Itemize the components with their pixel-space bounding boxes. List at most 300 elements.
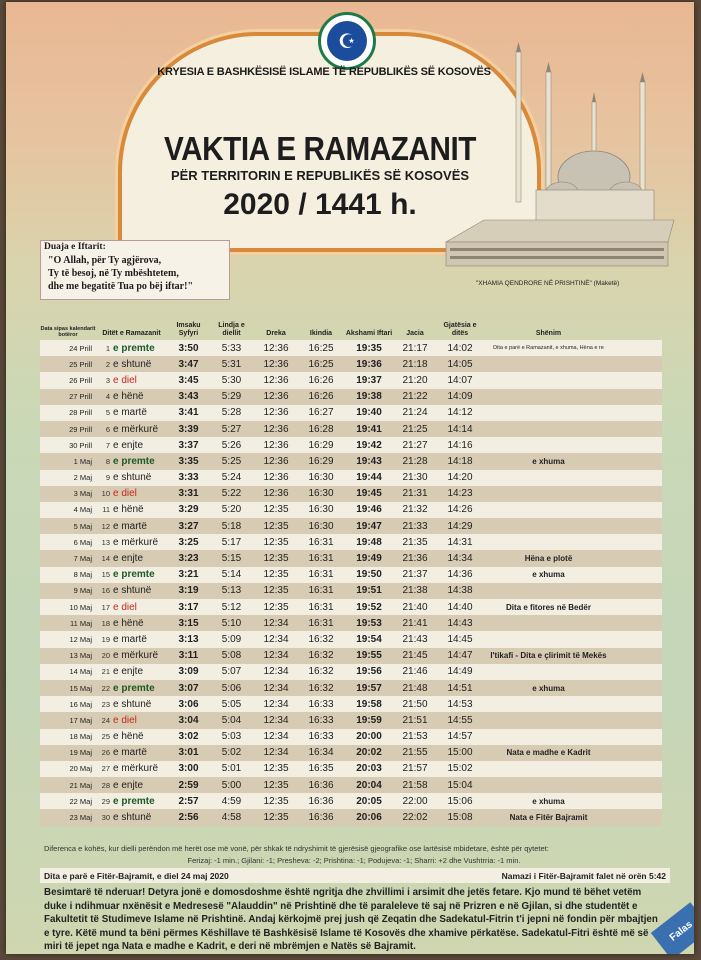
cell-date: 5 Maj bbox=[73, 521, 92, 531]
cell-weekday: e mërkurë bbox=[113, 423, 159, 435]
cell-sunrise: 5:22 bbox=[221, 488, 242, 500]
cell-sunrise: 5:15 bbox=[221, 553, 242, 565]
cell-day bbox=[96, 602, 167, 613]
cell-iftar: 19:55 bbox=[356, 650, 382, 662]
cell-imsak: 3:17 bbox=[178, 601, 199, 613]
cell-day bbox=[96, 569, 167, 580]
table-row bbox=[40, 372, 662, 388]
table-row bbox=[40, 696, 662, 712]
cell-ramadan-day-number: 19 bbox=[101, 634, 110, 644]
cell-ramadan-day-number: 20 bbox=[101, 651, 110, 661]
cell-day bbox=[96, 666, 167, 677]
page-title: VAKTIA E RAMAZANIT bbox=[164, 130, 476, 167]
cell-ramadan-day-number: 17 bbox=[101, 602, 110, 612]
cell-imsak: 3:11 bbox=[178, 650, 199, 662]
cell-jacia: 21:25 bbox=[402, 423, 428, 435]
cell-weekday: e diel bbox=[113, 488, 137, 500]
cell-dreka: 12:34 bbox=[263, 682, 289, 694]
cell-ramadan-day-number: 10 bbox=[101, 489, 110, 499]
cell-imsak: 3:50 bbox=[178, 342, 199, 354]
cell-date: 28 Prill bbox=[69, 408, 92, 418]
cell-ikindia: 16:36 bbox=[308, 812, 334, 824]
table-row bbox=[40, 777, 662, 793]
cell-imsak: 3:06 bbox=[178, 698, 199, 710]
cell-dreka: 12:36 bbox=[263, 342, 289, 354]
cell-day-length: 14:45 bbox=[447, 633, 473, 645]
cell-ikindia: 16:36 bbox=[308, 795, 334, 807]
cell-sunrise: 4:58 bbox=[221, 812, 242, 824]
cell-day bbox=[96, 585, 167, 596]
cell-weekday: e diel bbox=[113, 374, 137, 386]
cell-weekday: e premte bbox=[113, 342, 155, 354]
cell-ikindia: 16:26 bbox=[308, 391, 334, 403]
table-row bbox=[40, 664, 662, 680]
cell-imsak: 3:39 bbox=[178, 423, 199, 435]
cell-date: 4 Maj bbox=[73, 505, 92, 515]
mosque-logo-icon: ☪ bbox=[327, 21, 367, 61]
cell-ikindia: 16:30 bbox=[308, 488, 334, 500]
cell-iftar: 19:54 bbox=[356, 633, 382, 645]
cell-jacia: 21:28 bbox=[402, 455, 428, 467]
cell-date: 8 Maj bbox=[73, 570, 92, 580]
cell-day bbox=[96, 472, 167, 483]
cell-weekday: e martë bbox=[113, 520, 147, 532]
cell-dreka: 12:34 bbox=[263, 633, 289, 645]
year-label: 2020 / 1441 h. bbox=[223, 188, 417, 221]
cell-weekday: e hënë bbox=[113, 391, 144, 403]
cell-sunrise: 5:13 bbox=[221, 585, 242, 597]
cell-dreka: 12:36 bbox=[263, 374, 289, 386]
cell-day-length: 14:05 bbox=[447, 358, 473, 370]
cell-ikindia: 16:27 bbox=[308, 407, 334, 419]
cell-iftar: 19:51 bbox=[356, 585, 382, 597]
cell-imsak: 3:04 bbox=[178, 714, 199, 726]
cell-day bbox=[96, 537, 167, 548]
cell-day-length: 14:53 bbox=[447, 698, 473, 710]
cell-jacia: 21:24 bbox=[402, 407, 428, 419]
cell-dreka: 12:35 bbox=[263, 812, 289, 824]
cell-jacia: 22:02 bbox=[402, 812, 428, 824]
cell-day bbox=[96, 683, 167, 694]
cell-date: 29 Prill bbox=[69, 424, 92, 434]
cell-day bbox=[96, 456, 167, 467]
cell-ramadan-day-number: 6 bbox=[105, 424, 110, 434]
cell-day bbox=[96, 715, 167, 726]
cell-iftar: 19:44 bbox=[356, 472, 382, 484]
cell-sunrise: 5:04 bbox=[221, 714, 242, 726]
cell-note: e xhuma bbox=[532, 796, 565, 806]
cell-jacia: 21:30 bbox=[402, 472, 428, 484]
cell-imsak: 3:19 bbox=[178, 585, 199, 597]
cell-iftar: 20:03 bbox=[356, 763, 382, 775]
cell-imsak: 3:25 bbox=[178, 536, 199, 548]
cell-ikindia: 16:33 bbox=[308, 698, 334, 710]
cell-day-length: 14:40 bbox=[447, 601, 473, 613]
cell-ikindia: 16:33 bbox=[308, 714, 334, 726]
table-row bbox=[40, 793, 662, 809]
cell-date: 15 Maj bbox=[69, 683, 92, 693]
cell-ramadan-day-number: 24 bbox=[101, 715, 110, 725]
cell-date: 23 Maj bbox=[69, 813, 92, 823]
cell-jacia: 21:50 bbox=[402, 698, 428, 710]
table-row bbox=[40, 729, 662, 745]
cell-ikindia: 16:31 bbox=[308, 553, 334, 565]
table-row bbox=[40, 615, 662, 631]
cell-sunrise: 5:29 bbox=[221, 391, 242, 403]
cell-imsak: 3:21 bbox=[178, 569, 199, 581]
cell-date: 16 Maj bbox=[69, 699, 92, 709]
cell-dreka: 12:35 bbox=[263, 585, 289, 597]
header-day: Ditët e Ramazanit bbox=[102, 330, 161, 337]
free-stamp: Falas bbox=[651, 902, 694, 954]
cell-dreka: 12:35 bbox=[263, 504, 289, 516]
cell-sunrise: 5:18 bbox=[221, 520, 242, 532]
table-row bbox=[40, 534, 662, 550]
cell-day bbox=[96, 407, 167, 418]
cell-day-length: 15:00 bbox=[447, 747, 473, 759]
cell-sunrise: 5:14 bbox=[221, 569, 242, 581]
page-subtitle: PËR TERRITORIN E REPUBLIKËS SË KOSOVËS bbox=[170, 168, 470, 183]
cell-day bbox=[96, 747, 167, 758]
cell-weekday: e shtunë bbox=[113, 698, 152, 710]
cell-dreka: 12:35 bbox=[263, 763, 289, 775]
cell-imsak: 3:07 bbox=[178, 682, 199, 694]
cell-weekday: e enjte bbox=[113, 666, 144, 678]
cell-imsak: 3:43 bbox=[178, 391, 199, 403]
cell-day bbox=[96, 391, 167, 402]
cell-date: 17 Maj bbox=[69, 715, 92, 725]
cell-sunrise: 5:07 bbox=[221, 666, 242, 678]
table-row bbox=[40, 712, 662, 728]
cell-note: Hëna e plotë bbox=[524, 554, 573, 564]
cell-jacia: 21:20 bbox=[402, 374, 428, 386]
cell-date: 13 Maj bbox=[69, 651, 92, 661]
cell-iftar: 19:59 bbox=[356, 714, 382, 726]
cell-iftar: 19:58 bbox=[356, 698, 382, 710]
cell-date: 24 Prill bbox=[69, 343, 92, 353]
cell-imsak: 3:13 bbox=[178, 633, 199, 645]
header-jacia: Jacia bbox=[406, 330, 424, 337]
bajram-date: Dita e parë e Fitër-Bajramit, e diel 24 maj 2020 bbox=[44, 870, 229, 881]
cell-sunrise: 5:30 bbox=[221, 374, 242, 386]
cell-ikindia: 16:31 bbox=[308, 601, 334, 613]
cell-day-length: 14:38 bbox=[447, 585, 473, 597]
cell-weekday: e enjte bbox=[113, 779, 144, 791]
cell-imsak: 3:02 bbox=[178, 731, 199, 743]
cell-date: 9 Maj bbox=[73, 586, 92, 596]
cell-dreka: 12:35 bbox=[263, 601, 289, 613]
cell-imsak: 3:29 bbox=[178, 504, 199, 516]
cell-sunrise: 5:24 bbox=[221, 472, 242, 484]
cell-sunrise: 5:02 bbox=[221, 747, 242, 759]
table-row bbox=[40, 502, 662, 518]
cell-ramadan-day-number: 18 bbox=[101, 618, 110, 628]
cell-imsak: 3:45 bbox=[178, 374, 199, 386]
cell-iftar: 20:02 bbox=[356, 747, 382, 759]
cell-jacia: 21:33 bbox=[402, 520, 428, 532]
table-row bbox=[40, 761, 662, 777]
cell-jacia: 21:46 bbox=[402, 666, 428, 678]
cell-ikindia: 16:30 bbox=[308, 504, 334, 516]
cell-ramadan-day-number: 28 bbox=[101, 780, 110, 790]
cell-day bbox=[96, 375, 167, 386]
cell-sunrise: 5:26 bbox=[221, 439, 242, 451]
cell-ikindia: 16:29 bbox=[308, 439, 334, 451]
cell-weekday: e hënë bbox=[113, 617, 144, 629]
cell-sunrise: 5:03 bbox=[221, 731, 242, 743]
cell-ramadan-day-number: 1 bbox=[105, 343, 110, 353]
table-row bbox=[40, 470, 662, 486]
cell-ikindia: 16:32 bbox=[308, 650, 334, 662]
cell-ikindia: 16:32 bbox=[308, 666, 334, 678]
cell-date: 14 Maj bbox=[69, 667, 92, 677]
cell-day-length: 14:29 bbox=[447, 520, 473, 532]
cell-ramadan-day-number: 11 bbox=[102, 505, 110, 515]
cell-ramadan-day-number: 12 bbox=[101, 521, 110, 531]
cell-ikindia: 16:32 bbox=[308, 682, 334, 694]
cell-day-length: 14:09 bbox=[447, 391, 473, 403]
cell-day-length: 14:47 bbox=[447, 650, 473, 662]
cell-day bbox=[96, 731, 167, 742]
cell-ikindia: 16:32 bbox=[308, 633, 334, 645]
cell-date: 18 Maj bbox=[69, 732, 92, 742]
cell-date: 25 Prill bbox=[69, 359, 92, 369]
cell-day-length: 14:16 bbox=[447, 439, 473, 451]
cell-ramadan-day-number: 29 bbox=[101, 796, 110, 806]
cell-dreka: 12:35 bbox=[263, 779, 289, 791]
cell-day-length: 14:34 bbox=[447, 553, 473, 565]
table-row bbox=[40, 745, 662, 761]
cell-ikindia: 16:36 bbox=[308, 779, 334, 791]
cell-dreka: 12:36 bbox=[263, 472, 289, 484]
cell-date: 30 Prill bbox=[69, 440, 92, 450]
cell-jacia: 21:58 bbox=[402, 779, 428, 791]
cell-dreka: 12:34 bbox=[263, 731, 289, 743]
cell-day-length: 14:18 bbox=[447, 455, 473, 467]
cell-weekday: e hënë bbox=[113, 731, 144, 743]
cell-day bbox=[96, 521, 167, 532]
cell-jacia: 21:40 bbox=[402, 601, 428, 613]
iftar-prayer-line: "O Allah, për Ty agjërova, bbox=[48, 255, 162, 266]
cell-weekday: e shtunë bbox=[113, 358, 152, 370]
cell-ramadan-day-number: 21 bbox=[101, 667, 110, 677]
cell-day bbox=[96, 699, 167, 710]
donation-message: Besimtarë të nderuar! Detyra jonë e domosdoshme është ngritja dhe zhvillimi i arsimit dhe jetës fetare. Kjo mund të bëhet vetëm duke i ndihmuar nxënësit e Medresesë "Alauddin" në Prishtinë dhe të paraleleve të saj në Prizren e në Gjilan, si dhe studentët e Fakultetit të Studimeve Islame në Prishtinë. Andaj kërkojmë prej jush që Zeqatin dhe Sadekatul-Fitrin t'i jepni në fondin për mbajtjen e tyre. Këtë mund ta bëni përmes Këshillave të Bashkësisë Islame të Kosovës dhe xhamive përkatëse. Sadekatul-Fitri është më së miri të jepet nga Nata e madhe e Kadrit, e deri në mbrëmjen e Natës së Bajramit. bbox=[44, 887, 658, 953]
cell-ramadan-day-number: 2 bbox=[105, 359, 110, 369]
cell-dreka: 12:35 bbox=[263, 569, 289, 581]
header-dreka: Dreka bbox=[266, 330, 286, 337]
cell-day-length: 14:20 bbox=[447, 472, 473, 484]
cell-jacia: 21:51 bbox=[402, 714, 428, 726]
cell-weekday: e hënë bbox=[113, 504, 144, 516]
cell-weekday: e mërkurë bbox=[113, 536, 159, 548]
cell-jacia: 21:31 bbox=[402, 488, 428, 500]
cell-jacia: 21:35 bbox=[402, 536, 428, 548]
cell-ramadan-day-number: 27 bbox=[101, 764, 110, 774]
cell-dreka: 12:36 bbox=[263, 423, 289, 435]
cell-jacia: 21:18 bbox=[402, 358, 428, 370]
cell-day-length: 14:55 bbox=[447, 714, 473, 726]
cell-iftar: 19:43 bbox=[356, 455, 382, 467]
cell-jacia: 21:43 bbox=[402, 633, 428, 645]
cell-imsak: 3:15 bbox=[178, 617, 199, 629]
cell-imsak: 3:41 bbox=[178, 407, 199, 419]
cell-weekday: e premte bbox=[113, 455, 155, 467]
cell-weekday: e martë bbox=[113, 633, 147, 645]
cell-date: 7 Maj bbox=[73, 554, 92, 564]
cell-sunrise: 5:27 bbox=[221, 423, 242, 435]
cell-iftar: 19:35 bbox=[356, 342, 382, 354]
cell-day-length: 15:06 bbox=[447, 795, 473, 807]
cell-iftar: 20:06 bbox=[356, 812, 382, 824]
cell-day bbox=[96, 796, 167, 807]
cell-ramadan-day-number: 4 bbox=[105, 392, 110, 402]
cell-iftar: 19:49 bbox=[356, 553, 382, 565]
table-row bbox=[40, 389, 662, 405]
cell-sunrise: 5:08 bbox=[221, 650, 242, 662]
cell-imsak: 2:57 bbox=[178, 795, 199, 807]
iftar-prayer-line: dhe me begatitë Tua po bëj iftar!" bbox=[48, 281, 193, 292]
cell-day bbox=[96, 618, 167, 629]
cell-day bbox=[96, 424, 167, 435]
cell-iftar: 19:56 bbox=[356, 666, 382, 678]
table-row bbox=[40, 518, 662, 534]
cell-weekday: e enjte bbox=[113, 439, 144, 451]
cell-ramadan-day-number: 16 bbox=[101, 586, 110, 596]
cell-sunrise: 5:12 bbox=[221, 601, 242, 613]
cell-jacia: 21:37 bbox=[402, 569, 428, 581]
cell-weekday: e premte bbox=[113, 569, 155, 581]
table-body bbox=[40, 340, 662, 826]
cell-sunrise: 4:59 bbox=[221, 795, 242, 807]
cell-dreka: 12:36 bbox=[263, 407, 289, 419]
cell-ikindia: 16:31 bbox=[308, 585, 334, 597]
cell-weekday: e shtunë bbox=[113, 812, 152, 824]
cell-dreka: 12:35 bbox=[263, 536, 289, 548]
cell-sunrise: 5:20 bbox=[221, 504, 242, 516]
cell-weekday: e shtunë bbox=[113, 585, 152, 597]
table-row bbox=[40, 809, 662, 825]
cell-date: 10 Maj bbox=[69, 602, 92, 612]
cell-imsak: 2:59 bbox=[178, 779, 199, 791]
cell-day bbox=[96, 763, 167, 774]
iftar-prayer-line: Ty të besoj, në Ty mbështetem, bbox=[48, 268, 179, 279]
bajram-info-bar bbox=[40, 868, 670, 883]
cell-ikindia: 16:34 bbox=[308, 747, 334, 759]
header-iftar: Akshami Iftari bbox=[345, 330, 393, 337]
cell-imsak: 3:35 bbox=[178, 455, 199, 467]
mosque-illustration bbox=[444, 42, 680, 286]
cell-date: 19 Maj bbox=[69, 748, 92, 758]
cell-note: e xhuma bbox=[532, 570, 565, 580]
cell-imsak: 3:00 bbox=[178, 763, 199, 775]
cell-imsak: 3:33 bbox=[178, 472, 199, 484]
cell-ikindia: 16:30 bbox=[308, 520, 334, 532]
header-date: Data sipas kalendarit botëror bbox=[40, 326, 96, 338]
cell-dreka: 12:36 bbox=[263, 455, 289, 467]
bajram-prayer-time: Namazi i Fitër-Bajramit falet në orën 5:42 bbox=[501, 870, 666, 881]
cell-dreka: 12:36 bbox=[263, 358, 289, 370]
cell-weekday: e mërkurë bbox=[113, 763, 159, 775]
cell-ramadan-day-number: 9 bbox=[105, 473, 110, 483]
table-row bbox=[40, 567, 662, 583]
cell-day bbox=[96, 812, 167, 823]
cell-note: Dita e fitores në Bedër bbox=[506, 602, 591, 612]
cell-ikindia: 16:33 bbox=[308, 731, 334, 743]
cell-note: Nata e madhe e Kadrit bbox=[506, 748, 591, 758]
cell-ikindia: 16:31 bbox=[308, 617, 334, 629]
mosque-caption: "XHAMIA QENDRORE NË PRISHTINË" (Maketë) bbox=[476, 280, 620, 287]
cell-ramadan-day-number: 3 bbox=[105, 375, 110, 385]
table-row bbox=[40, 680, 662, 696]
cell-day bbox=[96, 359, 167, 370]
cell-day-length: 14:07 bbox=[447, 374, 473, 386]
cell-iftar: 19:52 bbox=[356, 601, 382, 613]
cell-day bbox=[96, 780, 167, 791]
cell-jacia: 21:53 bbox=[402, 731, 428, 743]
cell-day bbox=[96, 634, 167, 645]
cell-dreka: 12:34 bbox=[263, 698, 289, 710]
cell-day-length: 14:31 bbox=[447, 536, 473, 548]
poster bbox=[6, 2, 694, 954]
cell-date: 12 Maj bbox=[69, 634, 92, 644]
cell-note: e xhuma bbox=[532, 683, 565, 693]
cell-note: e xhuma bbox=[532, 456, 565, 466]
cell-sunrise: 5:25 bbox=[221, 455, 242, 467]
cell-jacia: 21:45 bbox=[402, 650, 428, 662]
cell-imsak: 3:31 bbox=[178, 488, 199, 500]
cell-ramadan-day-number: 15 bbox=[101, 570, 110, 580]
cell-ikindia: 16:28 bbox=[308, 423, 334, 435]
cell-iftar: 19:46 bbox=[356, 504, 382, 516]
cell-jacia: 21:17 bbox=[402, 342, 428, 354]
cell-weekday: e shtunë bbox=[113, 472, 152, 484]
cell-ramadan-day-number: 30 bbox=[101, 813, 110, 823]
timetable bbox=[40, 300, 662, 826]
cell-ramadan-day-number: 14 bbox=[101, 554, 110, 564]
cell-day-length: 14:51 bbox=[447, 682, 473, 694]
table-row bbox=[40, 421, 662, 437]
cell-sunrise: 5:10 bbox=[221, 617, 242, 629]
cell-imsak: 3:01 bbox=[178, 747, 199, 759]
cell-weekday: e premte bbox=[113, 682, 155, 694]
cell-sunrise: 5:00 bbox=[221, 779, 242, 791]
cell-weekday: e diel bbox=[113, 601, 137, 613]
cell-dreka: 12:35 bbox=[263, 520, 289, 532]
cell-jacia: 21:32 bbox=[402, 504, 428, 516]
logo bbox=[318, 12, 376, 70]
cell-day-length: 15:02 bbox=[447, 763, 473, 775]
cell-date: 3 Maj bbox=[73, 489, 92, 499]
cell-day-length: 14:36 bbox=[447, 569, 473, 581]
cell-day-length: 14:57 bbox=[447, 731, 473, 743]
cell-sunrise: 5:05 bbox=[221, 698, 242, 710]
cell-date: 1 Maj bbox=[73, 456, 92, 466]
time-difference-cities: Ferizaj: -1 min.; Gjilani: -1; Presheva: -2; Prishtina: -1; Podujeva: -1; Sharri: +2 dhe Vushtrria: -1 min. bbox=[187, 856, 521, 865]
cell-weekday: e premte bbox=[113, 795, 155, 807]
cell-weekday: e martë bbox=[113, 407, 147, 419]
cell-jacia: 21:55 bbox=[402, 747, 428, 759]
cell-ikindia: 16:31 bbox=[308, 569, 334, 581]
cell-iftar: 19:36 bbox=[356, 358, 382, 370]
cell-ramadan-day-number: 26 bbox=[101, 748, 110, 758]
cell-dreka: 12:34 bbox=[263, 714, 289, 726]
cell-date: 21 Maj bbox=[69, 780, 92, 790]
cell-jacia: 21:38 bbox=[402, 585, 428, 597]
table-header bbox=[40, 300, 662, 340]
cell-jacia: 22:00 bbox=[402, 795, 428, 807]
cell-ramadan-day-number: 13 bbox=[101, 537, 110, 547]
